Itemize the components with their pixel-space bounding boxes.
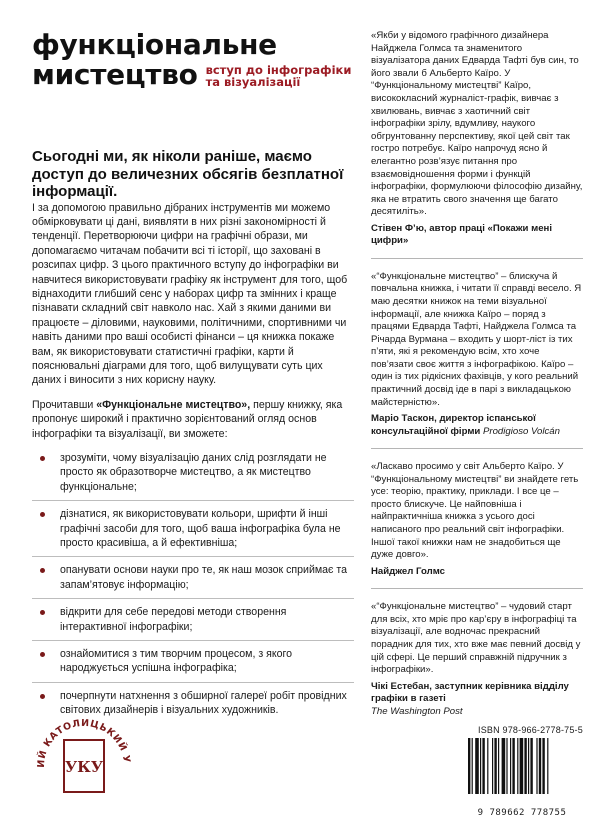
- barcode-bars: [462, 738, 582, 802]
- barcode-bar: [510, 738, 511, 794]
- university-seal-icon: [28, 700, 140, 812]
- bullet-icon: [40, 610, 45, 615]
- quote-block: [371, 601, 583, 718]
- barcode-bar: [530, 738, 532, 794]
- barcode-bar: [502, 738, 506, 794]
- divider: [371, 448, 583, 449]
- barcode-bar: [498, 738, 499, 794]
- list-item: [32, 647, 354, 683]
- quote-author-extra: The Washington Post: [371, 705, 463, 717]
- title-line-1: функціональне: [32, 28, 277, 61]
- quote-text: «“Функціональне мистецтво” – чудовий старт для всіх, хто мріє про кар’єру в інфографіці та візуалізації, але водночас прекрасний порадник для тих, хто вже має певний досвід у цій сфері. Це перший справжній підручник з інфографіки».: [371, 601, 581, 676]
- list-item: [32, 605, 354, 641]
- barcode-bar: [480, 738, 481, 794]
- quote-block: [371, 271, 583, 438]
- isbn-label: ISBN 978-966-2778-75-5: [478, 725, 583, 735]
- barcode-bar: [524, 738, 526, 794]
- subtitle: [206, 64, 352, 88]
- quote-block: [371, 30, 583, 248]
- quote-text: «“Функціональне мистецтво” – блискуча й повчальна книжка, і читати її справді весело. Я маю десятки книжок на теми візуальної інформації, але книжка Каїро – поряд з працями Едварда Тафті, Найджела Голмса та Річарда Вурмана – входить у шорт-ліст із тих п’яти, які я рекомендую всім, хто хоче пов’язати своє життя з інфографікою. Каїро – один із тих рідкісних фахівців, у кого реальний практичний досвід іде в парі з викладацькою майстерністю».: [371, 270, 582, 408]
- barcode-bar: [468, 738, 470, 794]
- quote-author-extra: Prodigioso Volcán: [483, 425, 560, 437]
- bullet-icon: [40, 512, 45, 517]
- bullet-icon: [40, 652, 45, 657]
- list-item-text: відкрити для себе передові методи створення інтерактивної інфографіки;: [60, 606, 287, 633]
- quote-author: Стівен Ф’ю, автор праці «Покажи мені цифри»: [371, 222, 553, 247]
- second-paragraph: [32, 398, 354, 441]
- quote-author: [371, 681, 583, 718]
- barcode-bar: [475, 738, 479, 794]
- right-column: [371, 30, 583, 724]
- list-item-text: опанувати основи науки про те, як наш мозок сприймає та запам’ятовує інформацію;: [60, 564, 348, 591]
- quote-author: Найджел Голмс: [371, 565, 446, 577]
- barcode-bar: [482, 738, 484, 794]
- quote-author-name: Маріо Таскон, директор іспанської консультаційної фірми: [371, 413, 536, 437]
- barcode-bar: [528, 738, 529, 794]
- barcode-bar: [506, 738, 507, 794]
- lead-paragraph: Сьогодні ми, як ніколи раніше, маємо доступ до величезних обсягів безплатної інформації.: [32, 148, 344, 200]
- barcode-bar: [472, 738, 473, 794]
- barcode-bar: [494, 738, 496, 794]
- barcode-bar: [520, 738, 524, 794]
- book-title: [32, 30, 354, 90]
- barcode-bar: [487, 738, 488, 794]
- bullet-icon: [40, 694, 45, 699]
- barcode-bar: [512, 738, 514, 794]
- barcode-bar: [547, 738, 548, 794]
- quote-author: [371, 413, 583, 438]
- list-item: [32, 451, 354, 501]
- intro-paragraph: І за допомогою правильно дібраних інструментів ми можемо обмірковувати ці дані, виявляти в них різні закономірності й тенденції. Перетворюючи цифри на графічні образи, ми допомагаємо читачам побачити всі ті історії, що заховані в розсипах цифр. З цього практичного вступу до інфографіки ви навчитеся використовувати графіку як інструмент для того, щоб віднаходити глибший сенс у наборах цифр та змінних і краще пізнавати складний світ навколо нас. Хай з якими даними ви працюєте – діловими, науковими, політичними, спортивними чи навіть даними про ваші особисті фінанси – ця книжка покаже вам, як використовувати статистичні графіки, карти й пояснювальні діаграми для того, щоб вилущувати суть цих даних і виносити з них корисну науку.: [32, 201, 348, 387]
- seal-arc-text: ИЙ КАТОЛИЦЬКИЙ У: [35, 717, 133, 769]
- barcode-bar: [536, 738, 537, 794]
- benefits-list: [32, 451, 354, 724]
- barcode-digits: 9 789662 778755: [477, 808, 567, 818]
- title-line-2: мистецтво: [32, 58, 198, 91]
- list-item-text: дізнатися, як використовувати кольори, шрифти й інші графічні засоби для того, щоб ваша інфографіка була не просто красивіша, а й ефективніша;: [60, 508, 341, 550]
- quote-block: [371, 461, 583, 578]
- para2-before: Прочитавши: [32, 398, 97, 411]
- divider: [371, 258, 583, 259]
- quote-text: «Ласкаво просимо у світ Альберто Каїро. У “Функціональному мистецтві” ви знайдете геть усе: теорію, практику, приклади. І все це – просто блискуче. Це найповніша і найпрактичніша книжка з усього досі написаного про реальний світ інфографіки. Іншої такої книжки нам не знадобиться ще дуже довго».: [371, 461, 579, 561]
- barcode-bar: [539, 738, 541, 794]
- quote-text: «Якби у відомого графічного дизайнера Найджела Голмса та знаменитого візуалізатора даних Едварда Тафті був син, то його звали б Альберто Каїро. У “Функціональному мистецтві” Каїро, висококласний журналіст-графік, вивчає з хвилювань, вивчає з хаотичний світ інфографіки зрілу, вдумливу, наукого обгрунтованну перспективу, якої цей світ так гостро потребує. Каїро напрочуд ясно й елегантно розв’язує питання про взаємовідношення форми і функцій інфографіки, формулюючи філософію дизайну, яка не втратить свого значення ще багато десятиліть».: [371, 30, 583, 218]
- list-item-text: ознайомитися з тим творчим процесом, з якого народжується успішна інфографіка;: [60, 648, 293, 675]
- subtitle-line-2: та візуалізації: [205, 75, 301, 89]
- seal-monogram: УКУ: [65, 758, 103, 776]
- list-item: [32, 507, 354, 557]
- bullet-icon: [40, 568, 45, 573]
- para2-after: першу книжку, яка пропонує широкий і практично зорієнтований огляд основ інфографіки та візуалізації, ви зможете:: [32, 398, 343, 440]
- para2-book-title: «Функціональне мистецтво»,: [96, 398, 251, 411]
- subtitle-line-1: вступ до інфографіки: [205, 63, 352, 77]
- barcode-bar: [492, 738, 493, 794]
- divider: [371, 588, 583, 589]
- barcode-bar: [542, 738, 544, 794]
- barcode-bar: [517, 738, 518, 794]
- quote-author-name: Чікі Естебан, заступник керівника відділу графіки в газеті: [371, 680, 569, 705]
- left-column: [32, 30, 354, 730]
- list-item-text: почерпнути натхнення з обширної галереї робіт провідних світових дизайнерів і візуальних художників.: [60, 689, 347, 717]
- list-item-text: зрозуміти, чому візуалізацію даних слід розглядати не просто як образотворче мистецтво, а як мистецтво функціональне;: [60, 452, 327, 493]
- barcode-icon: [462, 738, 582, 818]
- bullet-icon: [40, 456, 45, 461]
- list-item: [32, 563, 354, 599]
